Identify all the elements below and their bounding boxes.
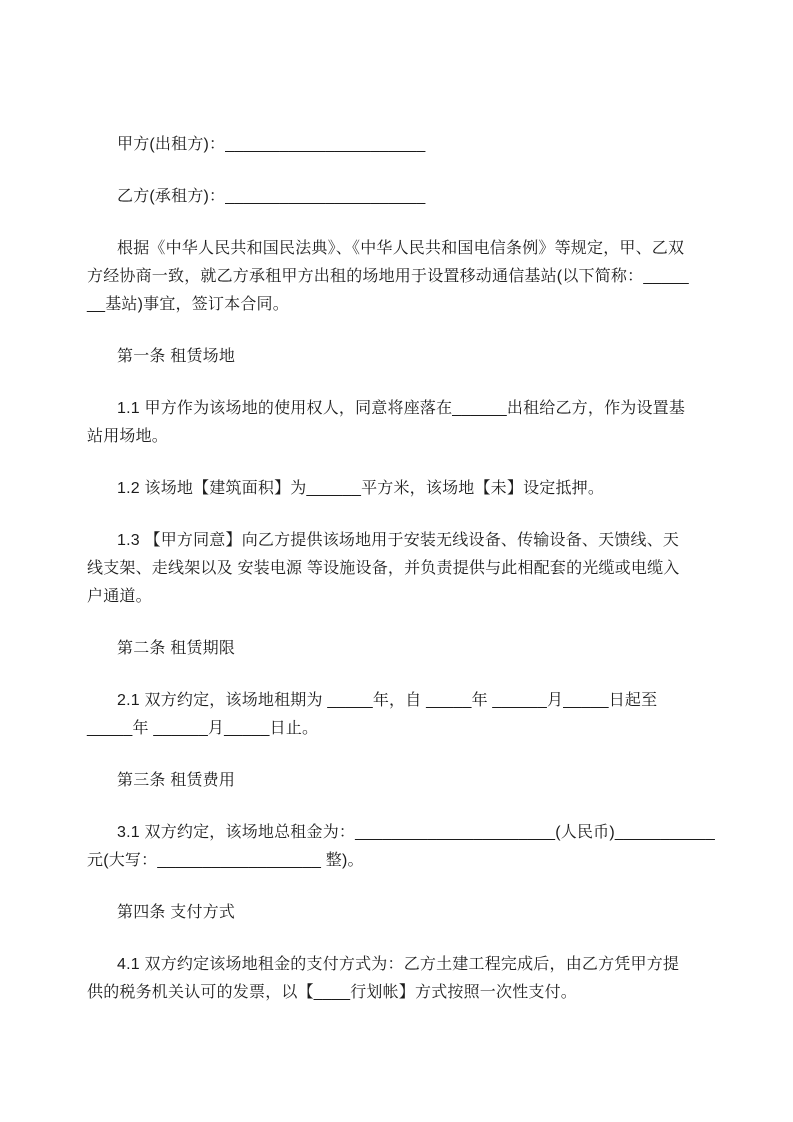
clause-4-1 — [87, 951, 715, 1007]
heading-line: 第三条 租赁费用 — [117, 772, 236, 789]
clause-1-1 — [87, 395, 715, 451]
text-line: 站用场地。 — [87, 428, 169, 445]
text-line: 根据《中华人民共和国民法典》、《中华人民共和国电信条例》等规定，甲、乙双 — [117, 240, 685, 257]
clause-2-1 — [87, 687, 715, 743]
article-3-heading — [87, 767, 715, 795]
clause-1-3 — [87, 527, 715, 611]
preamble-paragraph — [87, 235, 715, 319]
text-line: 1.1 甲方作为该场地的使用权人，同意将座落在______出租给乙方，作为设置基 — [117, 400, 686, 417]
article-1-heading — [87, 343, 715, 371]
article-2-heading — [87, 635, 715, 663]
party-a-field — [87, 131, 715, 159]
text-line: _____年 ______月_____日止。 — [87, 720, 319, 737]
text-line: 元(大写：__________________ 整)。 — [87, 852, 364, 869]
heading-line: 第四条 支付方式 — [117, 904, 236, 921]
text-line: 乙方(承租方)：______________________ — [117, 188, 426, 205]
party-b-field — [87, 183, 715, 211]
text-line: __基站)事宜，签订本合同。 — [87, 296, 289, 313]
text-line: 2.1 双方约定，该场地租期为 _____年，自 _____年 ______月_____日起至 — [117, 692, 658, 709]
text-line: 1.2 该场地【建筑面积】为______平方米，该场地【未】设定抵押。 — [117, 480, 605, 497]
clause-3-1 — [87, 819, 715, 875]
text-line: 3.1 双方约定，该场地总租金为：______________________(人民币)___________ — [117, 824, 715, 841]
text-line: 线支架、走线架以及 安装电源 等设施设备，并负责提供与此相配套的光缆或电缆入 — [87, 560, 680, 577]
text-line: 方经协商一致，就乙方承租甲方出租的场地用于设置移动通信基站(以下简称：_____ — [87, 268, 689, 285]
clause-1-2 — [87, 475, 715, 503]
text-line: 4.1 双方约定该场地租金的支付方式为：乙方土建工程完成后，由乙方凭甲方提 — [117, 956, 680, 973]
article-4-heading — [87, 899, 715, 927]
text-line: 1.3 【甲方同意】向乙方提供该场地用于安装无线设备、传输设备、天馈线、天 — [117, 532, 680, 549]
text-line: 户通道。 — [87, 588, 152, 605]
heading-line: 第一条 租赁场地 — [117, 348, 236, 365]
text-line: 供的税务机关认可的发票，以【____行划帐】方式按照一次性支付。 — [87, 984, 577, 1001]
text-line: 甲方(出租方)：______________________ — [117, 136, 426, 153]
heading-line: 第二条 租赁期限 — [117, 640, 236, 657]
